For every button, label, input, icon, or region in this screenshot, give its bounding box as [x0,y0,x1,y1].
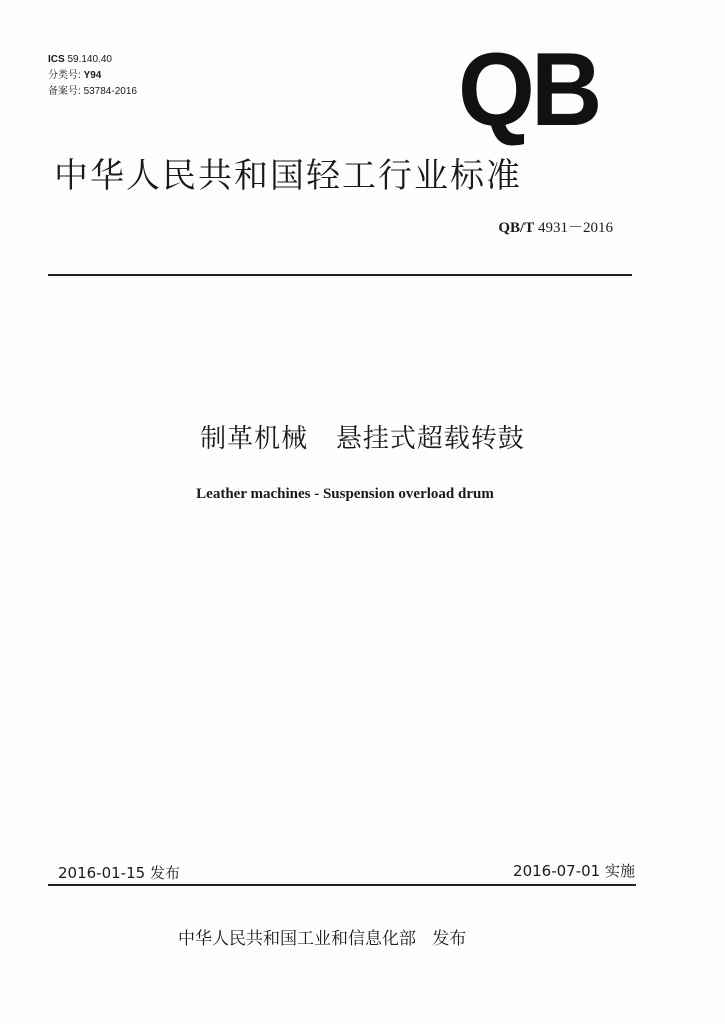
document-title-english: Leather machines - Suspension overload drum [196,486,494,502]
record-label: 备案号: [48,86,81,97]
standard-metadata [48,52,137,100]
classification-value: Y94 [83,70,102,81]
classification-row [48,68,137,84]
implementation-date: 2016-07-01 实施 [513,862,635,880]
record-row [48,84,137,100]
issue-date: 2016-01-15 发布 [58,864,180,882]
standard-code [498,216,613,237]
classification-label: 分类号: [48,70,81,81]
ics-row [48,52,137,68]
document-title-chinese: 制革机械 悬挂式超载转鼓 [200,424,525,454]
national-standard-title: 中华人民共和国轻工行业标准 [54,156,522,196]
ics-label: ICS [48,54,65,65]
standard-prefix: QB/T [498,220,535,236]
standard-number: 4931－2016 [537,220,613,236]
publisher: 中华人民共和国工业和信息化部 发布 [178,929,467,949]
bottom-divider [48,884,636,886]
record-value: 53784-2016 [83,86,137,97]
ics-value: 59.140.40 [67,54,112,65]
qb-logo: QB [458,32,599,148]
top-divider [48,274,632,276]
